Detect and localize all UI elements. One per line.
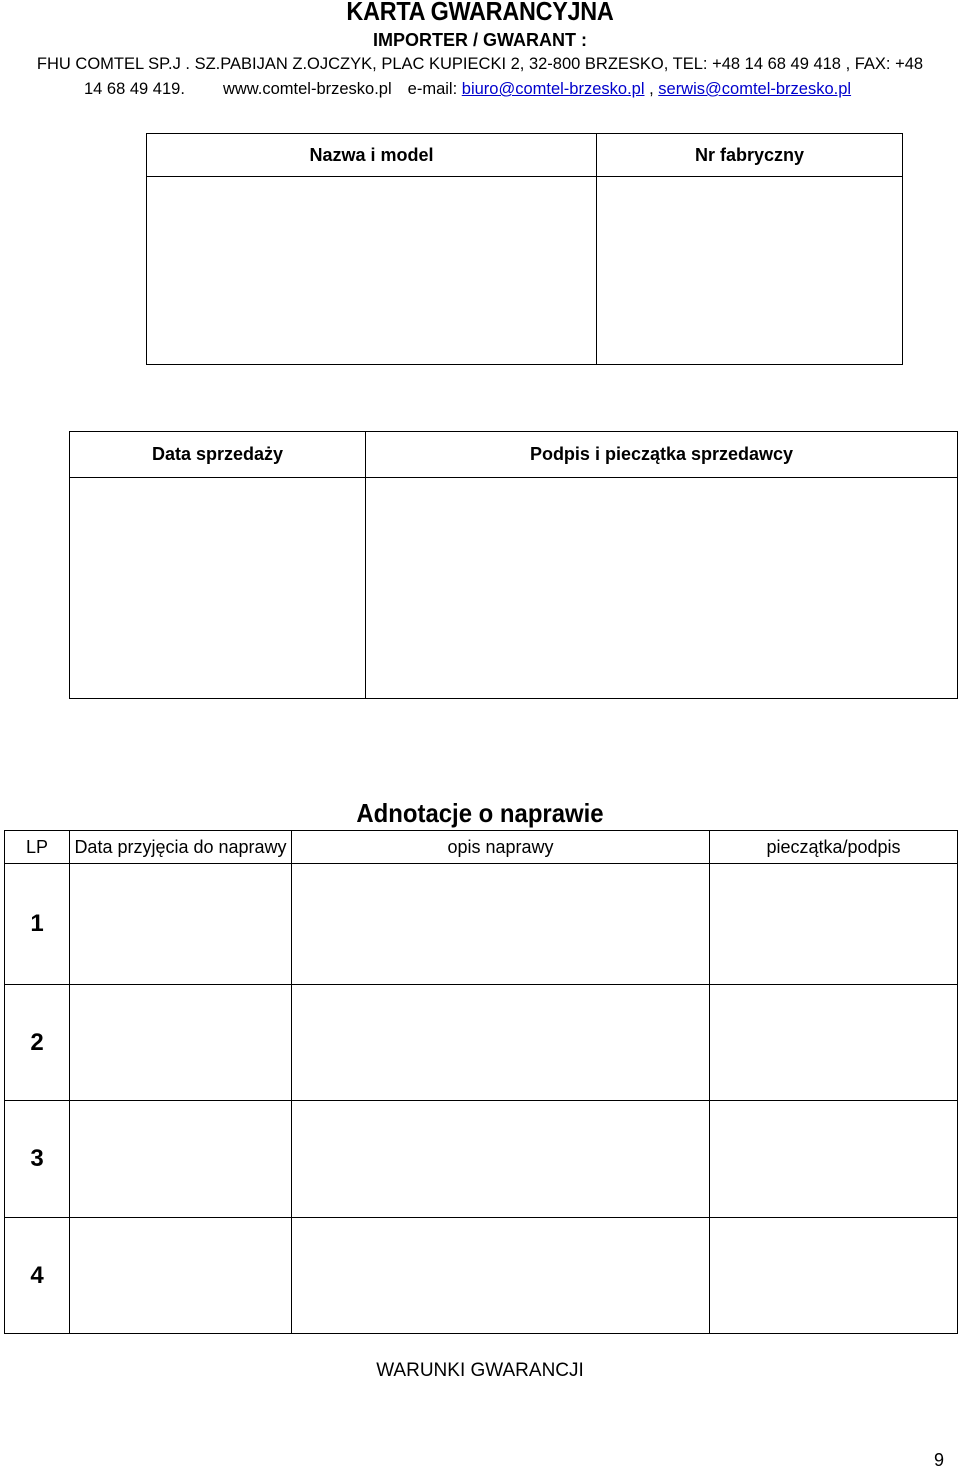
table-row xyxy=(5,1218,958,1334)
sale-table xyxy=(69,431,958,699)
website-text: www.comtel-brzesko.pl xyxy=(222,80,392,98)
repair-date-header: Data przyjęcia do naprawy xyxy=(70,831,292,864)
table-row xyxy=(5,864,958,985)
repair-annotations-title: Adnotacje o naprawie xyxy=(356,798,604,828)
email-link-biuro[interactable]: biuro@comtel-brzesko.pl xyxy=(461,80,645,98)
sale-date-field[interactable] xyxy=(70,478,366,699)
sale-date-header: Data sprzedaży xyxy=(70,432,366,478)
page-number: 9 xyxy=(933,1450,944,1470)
repair-table xyxy=(4,830,958,1334)
document-title: KARTA GWARANCYJNA xyxy=(346,0,614,26)
warranty-conditions-heading: WARUNKI GWARANCJI xyxy=(376,1360,584,1381)
table-row xyxy=(5,1101,958,1218)
table-row xyxy=(5,985,958,1101)
repair-date-cell[interactable] xyxy=(70,1218,292,1334)
repair-date-cell[interactable] xyxy=(70,864,292,985)
seller-signature-header: Podpis i pieczątka sprzedawcy xyxy=(366,432,958,478)
stamp-signature-cell[interactable] xyxy=(710,1218,958,1334)
product-table xyxy=(146,133,903,365)
repair-date-cell[interactable] xyxy=(70,1101,292,1218)
row-number: 4 xyxy=(5,1218,70,1334)
stamp-signature-cell[interactable] xyxy=(710,985,958,1101)
serial-number-field[interactable] xyxy=(597,177,903,365)
address-line-2 xyxy=(84,80,851,99)
product-name-header: Nazwa i model xyxy=(147,134,597,177)
email-separator: , xyxy=(644,80,659,98)
lp-header: LP xyxy=(5,831,70,864)
stamp-signature-cell[interactable] xyxy=(710,864,958,985)
row-number: 1 xyxy=(5,864,70,985)
serial-number-header: Nr fabryczny xyxy=(597,134,903,177)
repair-description-cell[interactable] xyxy=(292,1101,710,1218)
seller-signature-field[interactable] xyxy=(366,478,958,699)
repair-description-cell[interactable] xyxy=(292,985,710,1101)
row-number: 2 xyxy=(5,985,70,1101)
importer-label: IMPORTER / GWARANT : xyxy=(373,30,587,50)
stamp-signature-cell[interactable] xyxy=(710,1101,958,1218)
email-label: e-mail: xyxy=(407,80,458,98)
repair-description-cell[interactable] xyxy=(292,1218,710,1334)
stamp-signature-header: pieczątka/podpis xyxy=(710,831,958,864)
repair-description-header: opis naprawy xyxy=(292,831,710,864)
repair-date-cell[interactable] xyxy=(70,985,292,1101)
row-number: 3 xyxy=(5,1101,70,1218)
address-line-1: FHU COMTEL SP.J . SZ.PABIJAN Z.OJCZYK, PLAC KUPIECKI 2, 32-800 BRZESKO, TEL: +48 14 68 49 418 , FAX: +48 xyxy=(36,55,924,73)
repair-description-cell[interactable] xyxy=(292,864,710,985)
email-link-serwis[interactable]: serwis@comtel-brzesko.pl xyxy=(658,80,852,98)
product-name-field[interactable] xyxy=(147,177,597,365)
fax-number-end: 14 68 49 419. xyxy=(84,80,185,98)
